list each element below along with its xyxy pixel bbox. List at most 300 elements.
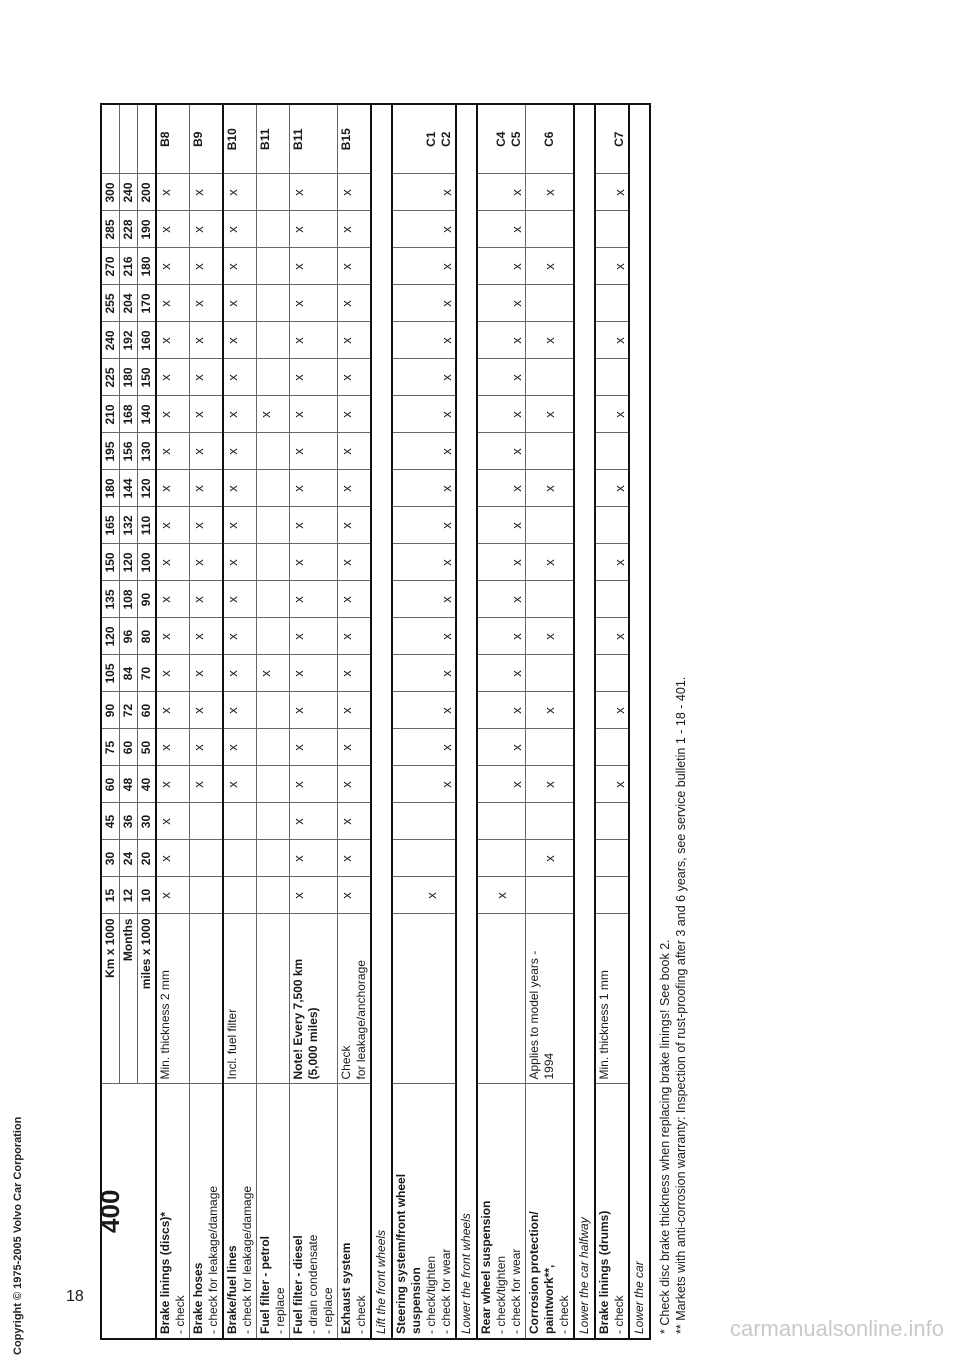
header-months-value: 144 <box>120 470 138 507</box>
header-km-value: 30 <box>101 840 120 877</box>
item-note-line: for leakage/anchorage <box>354 960 368 1080</box>
interval-mark: x <box>338 581 372 618</box>
item-step: - check <box>354 1295 368 1334</box>
header-months-value: 36 <box>120 803 138 840</box>
service-schedule-table <box>95 103 651 1340</box>
mark-wear: x <box>439 633 454 640</box>
mark-tighten <box>424 512 439 540</box>
interval-mark <box>190 840 224 877</box>
header-miles-value: 90 <box>138 581 157 618</box>
item-label <box>477 1084 526 1339</box>
interval-mark: x <box>338 322 372 359</box>
mark-tighten <box>424 253 439 281</box>
header-months-value: 132 <box>120 507 138 544</box>
mark-tighten <box>424 216 439 244</box>
interval-mark: x <box>223 248 257 285</box>
interval-mark <box>477 618 526 655</box>
mark-wear: x <box>439 522 454 529</box>
interval-mark: x <box>223 692 257 729</box>
interval-mark: x <box>156 433 190 470</box>
interval-mark <box>392 211 456 248</box>
interval-mark: x <box>156 840 190 877</box>
interval-mark: x <box>156 766 190 803</box>
header-months-value: 48 <box>120 766 138 803</box>
interval-mark <box>595 285 629 322</box>
watermark: carmanualsonline.info <box>730 1316 945 1341</box>
interval-mark <box>392 766 456 803</box>
interval-mark: x <box>595 396 629 433</box>
interval-mark: x <box>290 655 338 692</box>
interval-mark: x <box>190 692 224 729</box>
item-step: - check <box>173 1295 187 1334</box>
interval-mark: x <box>223 470 257 507</box>
interval-mark <box>392 840 456 877</box>
interval-mark <box>223 840 257 877</box>
mark-tighten <box>424 179 439 207</box>
interval-mark <box>595 211 629 248</box>
header-km-value: 285 <box>101 211 120 248</box>
header-miles-value: 100 <box>138 544 157 581</box>
mark-wear: x <box>439 485 454 492</box>
ref-1: C4 <box>494 131 508 147</box>
reference-code <box>477 104 526 174</box>
interval-mark: x <box>526 174 575 211</box>
ref-1: C1 <box>424 131 438 147</box>
mark-tighten <box>494 660 509 688</box>
model-title: 400 <box>101 1084 156 1339</box>
interval-mark: x <box>257 396 290 433</box>
mark-tighten <box>494 364 509 392</box>
interval-mark <box>392 248 456 285</box>
interval-mark: x <box>190 618 224 655</box>
interval-mark <box>257 433 290 470</box>
interval-mark: x <box>190 729 224 766</box>
interval-mark <box>223 803 257 840</box>
header-km-value: 105 <box>101 655 120 692</box>
interval-mark: x <box>190 470 224 507</box>
item-note <box>595 914 629 1084</box>
interval-mark: x <box>156 470 190 507</box>
mark-wear: x <box>509 411 524 418</box>
interval-mark: x <box>595 618 629 655</box>
item-title: Fuel filter - diesel <box>291 1235 305 1334</box>
interval-mark: x <box>290 840 338 877</box>
header-ref-blank <box>101 104 120 174</box>
interval-mark: x <box>595 470 629 507</box>
interval-mark: x <box>595 174 629 211</box>
header-months-value: 108 <box>120 581 138 618</box>
interval-mark: x <box>223 322 257 359</box>
schedule-row <box>223 104 257 1339</box>
corrosion-row <box>526 104 575 1339</box>
header-miles-value: 80 <box>138 618 157 655</box>
item-note-line: Incl. fuel filter <box>225 1008 239 1080</box>
item-label <box>338 1084 372 1339</box>
schedule-row <box>257 104 290 1339</box>
item-title: Brake hoses <box>191 1262 205 1334</box>
header-label-miles: miles x 1000 <box>138 914 157 1084</box>
ref-2: C5 <box>509 131 523 147</box>
header-ref-blank <box>138 104 157 174</box>
header-km-value: 75 <box>101 729 120 766</box>
mark-wear: x <box>439 411 454 418</box>
item-title: Rear wheel suspension <box>479 1200 493 1334</box>
item-note-line: 1994 <box>542 1052 556 1080</box>
interval-mark <box>477 803 526 840</box>
interval-mark <box>595 840 629 877</box>
interval-mark: x <box>595 692 629 729</box>
interval-mark <box>477 544 526 581</box>
interval-mark <box>477 285 526 322</box>
header-months-value: 24 <box>120 840 138 877</box>
mark-tighten <box>494 549 509 577</box>
interval-mark <box>257 544 290 581</box>
reference-code: B8 <box>156 104 190 174</box>
header-miles-value: 130 <box>138 433 157 470</box>
mark-tighten <box>424 401 439 429</box>
interval-mark <box>477 359 526 396</box>
header-miles-value: 20 <box>138 840 157 877</box>
mark-wear: x <box>439 263 454 270</box>
header-months-value: 228 <box>120 211 138 248</box>
interval-mark: x <box>223 581 257 618</box>
interval-mark <box>392 877 456 914</box>
item-note <box>190 914 224 1084</box>
mark-tighten <box>424 290 439 318</box>
header-months-value: 12 <box>120 877 138 914</box>
interval-mark <box>526 729 575 766</box>
item-label <box>156 1084 190 1339</box>
header-miles-value: 150 <box>138 359 157 396</box>
header-km-value: 60 <box>101 766 120 803</box>
mark-tighten <box>494 845 509 873</box>
item-title: Corrosion protection/ <box>527 1211 541 1334</box>
item-label <box>190 1084 224 1339</box>
interval-mark <box>392 729 456 766</box>
interval-mark <box>257 174 290 211</box>
mark-wear: x <box>509 559 524 566</box>
mark-tighten <box>494 623 509 651</box>
header-miles-value: 190 <box>138 211 157 248</box>
interval-mark: x <box>156 396 190 433</box>
interval-mark <box>257 729 290 766</box>
interval-mark: x <box>156 544 190 581</box>
interval-mark <box>526 285 575 322</box>
interval-mark <box>392 322 456 359</box>
mark-wear <box>439 882 454 910</box>
header-km-value: 300 <box>101 174 120 211</box>
interval-mark <box>477 877 526 914</box>
interval-mark <box>257 692 290 729</box>
mark-tighten <box>494 771 509 799</box>
item-note-line: Check <box>339 1045 353 1080</box>
item-step: - check for wear <box>509 1248 523 1334</box>
interval-mark <box>526 581 575 618</box>
interval-mark: x <box>223 359 257 396</box>
interval-mark: x <box>156 581 190 618</box>
mark-wear: x <box>439 781 454 788</box>
item-note <box>477 914 526 1084</box>
interval-mark: x <box>290 729 338 766</box>
interval-mark: x <box>338 877 372 914</box>
interval-mark: x <box>526 396 575 433</box>
interval-mark: x <box>190 248 224 285</box>
item-note-line: Min. thickness 2 mm <box>158 970 172 1080</box>
interval-mark <box>595 507 629 544</box>
item-title: Fuel filter - petrol <box>258 1235 272 1334</box>
item-note <box>392 914 456 1084</box>
header-months-value: 120 <box>120 544 138 581</box>
mark-tighten <box>494 808 509 836</box>
ref-2: C2 <box>439 131 453 147</box>
interval-mark: x <box>526 544 575 581</box>
rotated-page <box>95 105 770 1340</box>
interval-mark <box>257 359 290 396</box>
mark-tighten <box>494 512 509 540</box>
schedule-row <box>338 104 372 1339</box>
interval-mark: x <box>290 211 338 248</box>
mark-wear: x <box>439 670 454 677</box>
item-step: - replace <box>273 1287 287 1334</box>
mark-wear: x <box>509 448 524 455</box>
interval-mark: x <box>526 470 575 507</box>
interval-mark <box>477 396 526 433</box>
header-miles-value: 110 <box>138 507 157 544</box>
mark-tighten <box>424 549 439 577</box>
interval-mark: x <box>338 803 372 840</box>
interval-mark: x <box>223 729 257 766</box>
mark-wear: x <box>509 300 524 307</box>
mark-tighten <box>494 697 509 725</box>
mark-wear: x <box>439 337 454 344</box>
item-note-line: (5,000 miles) <box>306 1007 320 1080</box>
interval-mark: x <box>338 174 372 211</box>
interval-mark: x <box>223 433 257 470</box>
schedule-row <box>156 104 190 1339</box>
interval-mark: x <box>290 285 338 322</box>
footnote-1: * Check disc brake thickness when replacing brake linings! See book 2. <box>658 939 672 1334</box>
interval-mark: x <box>338 285 372 322</box>
footnotes <box>651 105 689 1340</box>
copyright-notice: Copyright © 1975-2005 Volvo Car Corporation <box>12 1116 24 1355</box>
interval-mark <box>257 470 290 507</box>
item-label <box>257 1084 290 1339</box>
header-km-value: 150 <box>101 544 120 581</box>
interval-mark <box>190 877 224 914</box>
item-title: Brake linings (discs)* <box>158 1211 172 1334</box>
interval-mark: x <box>156 285 190 322</box>
interval-mark: x <box>257 655 290 692</box>
interval-mark: x <box>156 729 190 766</box>
interval-mark <box>392 507 456 544</box>
interval-mark <box>392 470 456 507</box>
header-miles-value: 10 <box>138 877 157 914</box>
interval-mark: x <box>190 396 224 433</box>
mark-tighten <box>424 771 439 799</box>
interval-mark: x <box>526 840 575 877</box>
interval-mark <box>595 581 629 618</box>
interval-mark <box>257 618 290 655</box>
item-step: - drain condensate <box>306 1234 320 1334</box>
header-miles-value: 140 <box>138 396 157 433</box>
mark-tighten: x <box>494 892 509 899</box>
mark-tighten <box>424 364 439 392</box>
separator-lower-car <box>629 104 650 1339</box>
interval-mark: x <box>190 359 224 396</box>
interval-mark: x <box>290 433 338 470</box>
interval-mark: x <box>223 655 257 692</box>
interval-mark: x <box>290 322 338 359</box>
mark-tighten <box>494 438 509 466</box>
drums-row <box>595 104 629 1339</box>
interval-mark: x <box>338 766 372 803</box>
item-note <box>290 914 338 1084</box>
mark-tighten <box>494 586 509 614</box>
interval-mark: x <box>338 507 372 544</box>
header-miles-value: 60 <box>138 692 157 729</box>
interval-mark <box>526 655 575 692</box>
interval-mark: x <box>595 248 629 285</box>
header-km-value: 90 <box>101 692 120 729</box>
mark-tighten <box>424 660 439 688</box>
interval-mark: x <box>156 359 190 396</box>
mark-wear: x <box>509 596 524 603</box>
mark-wear: x <box>439 374 454 381</box>
header-miles-value: 180 <box>138 248 157 285</box>
item-note-line: Min. thickness 1 mm <box>597 970 611 1080</box>
interval-mark: x <box>223 211 257 248</box>
mark-wear: x <box>509 522 524 529</box>
mark-wear: x <box>439 189 454 196</box>
mark-tighten <box>424 808 439 836</box>
item-note-line: Applies to model years - <box>527 950 541 1080</box>
interval-mark: x <box>290 803 338 840</box>
interval-mark: x <box>526 618 575 655</box>
interval-mark <box>257 803 290 840</box>
header-km-value: 240 <box>101 322 120 359</box>
header-km-value: 255 <box>101 285 120 322</box>
item-title: Steering system/front wheel <box>394 1173 408 1334</box>
interval-mark: x <box>338 618 372 655</box>
reference-code: B9 <box>190 104 224 174</box>
header-ref-blank <box>120 104 138 174</box>
item-note <box>223 914 257 1084</box>
interval-mark <box>477 433 526 470</box>
item-step: - check <box>612 1295 626 1334</box>
rear-row <box>477 104 526 1339</box>
interval-mark: x <box>526 766 575 803</box>
interval-mark: x <box>156 618 190 655</box>
interval-mark <box>392 174 456 211</box>
interval-mark: x <box>338 655 372 692</box>
mark-wear: x <box>439 596 454 603</box>
mark-wear: x <box>509 633 524 640</box>
interval-mark: x <box>338 248 372 285</box>
interval-mark: x <box>156 211 190 248</box>
header-miles-value: 70 <box>138 655 157 692</box>
header-km-value: 135 <box>101 581 120 618</box>
header-km-value: 180 <box>101 470 120 507</box>
interval-mark: x <box>190 655 224 692</box>
interval-mark <box>477 322 526 359</box>
interval-mark <box>257 248 290 285</box>
interval-mark <box>392 692 456 729</box>
mark-tighten <box>424 438 439 466</box>
interval-mark <box>392 433 456 470</box>
interval-mark: x <box>290 248 338 285</box>
interval-mark <box>257 507 290 544</box>
mark-wear: x <box>509 744 524 751</box>
header-label-km: Km x 1000 <box>101 914 120 1084</box>
item-step: - check for leakage/damage <box>240 1185 254 1334</box>
interval-mark: x <box>223 174 257 211</box>
interval-mark: x <box>190 174 224 211</box>
item-label <box>223 1084 257 1339</box>
item-title-2: suspension <box>409 1267 423 1334</box>
item-title: Brake/fuel lines <box>225 1245 239 1334</box>
mark-wear: x <box>509 337 524 344</box>
interval-mark: x <box>338 544 372 581</box>
interval-mark: x <box>223 544 257 581</box>
mark-wear: x <box>509 263 524 270</box>
header-months-value: 72 <box>120 692 138 729</box>
reference-code: B15 <box>338 104 372 174</box>
header-km-value: 45 <box>101 803 120 840</box>
mark-wear: x <box>439 707 454 714</box>
mark-tighten <box>494 401 509 429</box>
mark-wear: x <box>509 226 524 233</box>
interval-mark <box>392 285 456 322</box>
interval-mark <box>477 470 526 507</box>
header-months-value: 96 <box>120 618 138 655</box>
header-months-value: 192 <box>120 322 138 359</box>
mark-wear: x <box>509 485 524 492</box>
item-label <box>595 1084 629 1339</box>
item-step: - check for leakage/damage <box>206 1185 220 1334</box>
interval-mark <box>477 581 526 618</box>
interval-mark <box>526 433 575 470</box>
interval-mark: x <box>290 618 338 655</box>
interval-mark <box>526 211 575 248</box>
mark-wear <box>439 845 454 873</box>
separator-lower-front <box>456 104 477 1339</box>
interval-mark: x <box>338 433 372 470</box>
mark-wear: x <box>509 670 524 677</box>
mark-wear: x <box>439 559 454 566</box>
interval-mark <box>477 840 526 877</box>
mark-tighten <box>424 734 439 762</box>
interval-mark <box>595 433 629 470</box>
interval-mark <box>595 655 629 692</box>
interval-mark: x <box>290 470 338 507</box>
reference-code: B10 <box>223 104 257 174</box>
interval-mark: x <box>190 322 224 359</box>
interval-mark <box>477 211 526 248</box>
mark-tighten: x <box>424 892 439 899</box>
mark-tighten <box>494 734 509 762</box>
header-row-km <box>101 104 120 1339</box>
mark-wear: x <box>509 189 524 196</box>
interval-mark: x <box>190 433 224 470</box>
interval-mark <box>595 877 629 914</box>
interval-mark <box>257 285 290 322</box>
interval-mark: x <box>290 507 338 544</box>
mark-tighten <box>424 697 439 725</box>
interval-mark <box>392 618 456 655</box>
interval-mark: x <box>223 507 257 544</box>
interval-mark: x <box>190 544 224 581</box>
interval-mark <box>392 655 456 692</box>
